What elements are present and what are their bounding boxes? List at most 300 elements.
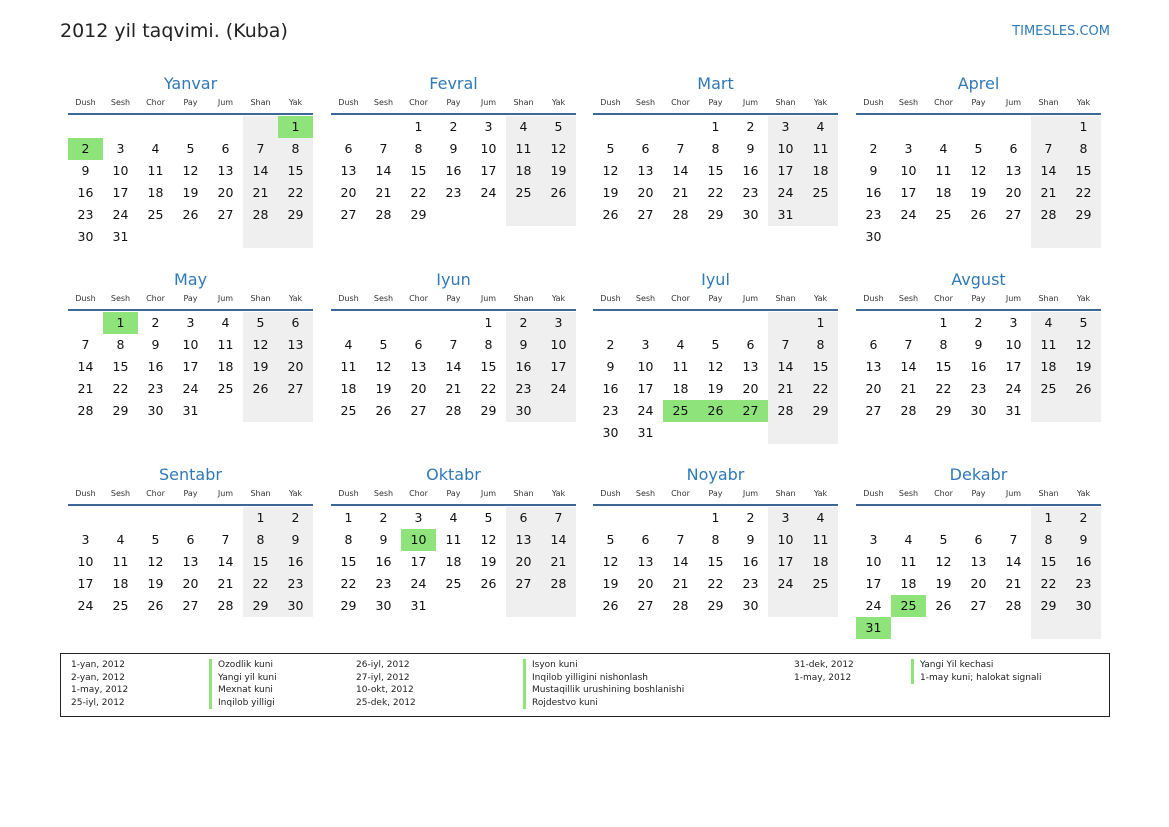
holiday-day-cell: 10 <box>401 529 436 551</box>
day-cell: 27 <box>182 598 199 613</box>
day-cell: 11 <box>112 554 129 569</box>
holiday-name: 1-may kuni; halokat signali <box>911 672 1042 685</box>
day-cell: 11 <box>672 359 689 374</box>
day-cell: 23 <box>742 185 759 200</box>
day-cell: 5 <box>541 116 576 138</box>
empty-cell <box>663 312 698 334</box>
empty-cell <box>208 226 243 248</box>
day-cell: 24 <box>112 207 129 222</box>
day-cell: 14 <box>1031 160 1066 182</box>
day-cell: 3 <box>484 119 493 134</box>
day-cell: 15 <box>480 359 497 374</box>
weekday-label: Yak <box>288 98 303 107</box>
holiday-date: 27-iyl, 2012 <box>356 672 410 683</box>
day-cell: 23 <box>742 576 759 591</box>
empty-cell <box>593 507 628 529</box>
day-cell: 9 <box>869 163 878 178</box>
empty-cell <box>138 226 173 248</box>
day-cell: 13 <box>742 359 759 374</box>
day-cell: 19 <box>480 554 497 569</box>
day-cell: 20 <box>278 356 313 378</box>
empty-cell <box>208 400 243 422</box>
holiday-name: Mustaqillik urushining boshlanishi <box>523 684 684 697</box>
day-cell: 21 <box>1005 576 1022 591</box>
day-grid <box>593 507 838 617</box>
day-cell: 22 <box>340 576 357 591</box>
empty-cell <box>891 116 926 138</box>
day-cell: 25 <box>340 403 357 418</box>
day-cell: 9 <box>1066 529 1101 551</box>
weekday-header <box>856 95 1101 111</box>
day-cell: 29 <box>410 207 427 222</box>
day-cell: 16 <box>506 356 541 378</box>
day-cell: 13 <box>217 163 234 178</box>
day-cell: 9 <box>746 532 755 547</box>
day-cell: 30 <box>147 403 164 418</box>
empty-cell <box>208 507 243 529</box>
day-cell: 11 <box>803 138 838 160</box>
day-cell: 28 <box>375 207 392 222</box>
day-cell: 7 <box>541 507 576 529</box>
weekday-label: Shan <box>1038 489 1059 498</box>
day-cell: 4 <box>904 532 913 547</box>
weekday-label: Chor <box>671 489 690 498</box>
day-cell: 8 <box>1031 529 1066 551</box>
day-cell: 15 <box>340 554 357 569</box>
day-cell: 5 <box>939 532 948 547</box>
weekday-label: Yak <box>1076 98 1091 107</box>
weekday-label: Shan <box>775 489 796 498</box>
day-cell: 21 <box>243 182 278 204</box>
day-cell: 18 <box>803 160 838 182</box>
empty-cell <box>891 507 926 529</box>
day-cell: 19 <box>970 185 987 200</box>
day-cell: 10 <box>1005 337 1022 352</box>
day-cell: 18 <box>445 554 462 569</box>
holiday-day-cell: 27 <box>733 400 768 422</box>
day-cell: 25 <box>112 598 129 613</box>
day-cell: 2 <box>606 337 615 352</box>
day-cell: 11 <box>147 163 164 178</box>
empty-cell <box>996 617 1031 639</box>
weekday-label: Shan <box>250 294 271 303</box>
weekday-label: Jum <box>1005 489 1022 498</box>
day-cell: 18 <box>112 576 129 591</box>
month-divider <box>68 113 313 115</box>
day-cell: 23 <box>278 573 313 595</box>
day-cell: 17 <box>541 356 576 378</box>
day-cell: 7 <box>379 141 388 156</box>
weekday-label: Shan <box>513 489 534 498</box>
day-cell: 18 <box>1031 356 1066 378</box>
holiday-date: 1-may, 2012 <box>71 685 129 696</box>
holiday-dates-column <box>356 659 416 709</box>
day-cell: 17 <box>768 160 803 182</box>
day-cell: 1 <box>803 312 838 334</box>
weekday-label: Pay <box>708 489 723 498</box>
weekday-label: Yak <box>288 294 303 303</box>
weekday-label: Chor <box>409 294 428 303</box>
day-cell: 26 <box>480 576 497 591</box>
day-cell: 6 <box>506 507 541 529</box>
month-divider <box>68 309 313 311</box>
day-cell: 28 <box>900 403 917 418</box>
day-cell: 19 <box>602 185 619 200</box>
weekday-label: Jum <box>217 489 234 498</box>
day-cell: 7 <box>676 141 685 156</box>
day-cell: 14 <box>375 163 392 178</box>
empty-cell <box>366 312 401 334</box>
day-cell: 13 <box>637 554 654 569</box>
empty-cell <box>996 507 1031 529</box>
holiday-date: 25-dek, 2012 <box>356 697 416 708</box>
weekday-header <box>856 486 1101 502</box>
day-cell: 19 <box>375 381 392 396</box>
weekday-label: Shan <box>1038 294 1059 303</box>
day-cell: 12 <box>707 359 724 374</box>
day-cell: 13 <box>340 163 357 178</box>
day-cell: 28 <box>1005 598 1022 613</box>
empty-cell <box>1066 226 1101 248</box>
day-grid <box>856 116 1101 248</box>
day-cell: 9 <box>746 141 755 156</box>
weekday-label: Shan <box>775 98 796 107</box>
day-cell: 21 <box>217 576 234 591</box>
holiday-date: 26-iyl, 2012 <box>356 660 410 670</box>
weekday-label: Sesh <box>110 98 131 107</box>
holiday-names-column <box>209 659 277 709</box>
day-cell: 28 <box>243 204 278 226</box>
day-cell: 31 <box>1005 403 1022 418</box>
day-cell: 1 <box>711 119 720 134</box>
day-cell: 17 <box>865 576 882 591</box>
empty-cell <box>506 595 541 617</box>
day-cell: 3 <box>768 116 803 138</box>
day-cell: 22 <box>243 573 278 595</box>
empty-cell <box>243 226 278 248</box>
empty-cell <box>401 312 436 334</box>
weekday-label: Chor <box>146 489 165 498</box>
empty-cell <box>768 312 803 334</box>
day-cell: 24 <box>637 403 654 418</box>
day-cell: 4 <box>803 507 838 529</box>
day-cell: 15 <box>278 160 313 182</box>
day-cell: 21 <box>672 185 689 200</box>
day-cell: 16 <box>375 554 392 569</box>
day-cell: 5 <box>243 312 278 334</box>
month-divider <box>593 504 838 506</box>
day-cell: 12 <box>182 163 199 178</box>
day-cell: 31 <box>112 229 129 244</box>
day-cell: 10 <box>865 554 882 569</box>
day-cell: 1 <box>711 510 720 525</box>
month-name: Avgust <box>951 270 1006 289</box>
weekday-label: Jum <box>480 294 497 303</box>
day-cell: 17 <box>768 551 803 573</box>
month-divider <box>856 113 1101 115</box>
day-cell: 24 <box>410 576 427 591</box>
day-cell: 24 <box>541 378 576 400</box>
holiday-day-cell: 1 <box>103 312 138 334</box>
weekday-label: Sesh <box>635 98 656 107</box>
month-name: Sentabr <box>159 465 222 484</box>
weekday-label: Jum <box>480 489 497 498</box>
day-cell: 19 <box>707 381 724 396</box>
day-cell: 25 <box>1031 378 1066 400</box>
weekday-label: Dush <box>338 489 359 498</box>
weekday-header <box>331 486 576 502</box>
day-cell: 30 <box>1066 595 1101 617</box>
empty-cell <box>103 507 138 529</box>
day-cell: 20 <box>410 381 427 396</box>
empty-cell <box>1031 116 1066 138</box>
weekday-label: Dush <box>75 294 96 303</box>
holiday-date: 2-yan, 2012 <box>71 672 125 683</box>
day-cell: 11 <box>340 359 357 374</box>
day-cell: 1 <box>243 507 278 529</box>
month-iyul <box>593 270 838 460</box>
day-cell: 15 <box>707 163 724 178</box>
day-cell: 25 <box>217 381 234 396</box>
holiday-name: Inqilob yilligini nishonlash <box>523 672 684 685</box>
day-grid <box>68 312 313 422</box>
empty-cell <box>803 204 838 226</box>
weekday-label: Jum <box>742 98 759 107</box>
day-cell: 6 <box>641 141 650 156</box>
day-cell: 21 <box>672 576 689 591</box>
day-cell: 11 <box>1031 334 1066 356</box>
day-cell: 30 <box>506 400 541 422</box>
empty-cell <box>628 116 663 138</box>
day-cell: 29 <box>243 595 278 617</box>
day-cell: 29 <box>278 204 313 226</box>
day-cell: 8 <box>484 337 493 352</box>
weekday-label: Pay <box>971 489 986 498</box>
day-cell: 5 <box>379 337 388 352</box>
day-cell: 17 <box>480 163 497 178</box>
day-grid <box>593 116 838 226</box>
empty-cell <box>698 422 733 444</box>
empty-cell <box>138 507 173 529</box>
holiday-legend <box>60 653 1110 717</box>
weekday-label: Shan <box>1038 98 1059 107</box>
day-cell: 29 <box>803 400 838 422</box>
day-cell: 1 <box>939 315 948 330</box>
empty-cell <box>803 595 838 617</box>
day-cell: 27 <box>637 598 654 613</box>
weekday-label: Yak <box>288 489 303 498</box>
day-cell: 2 <box>278 507 313 529</box>
day-cell: 26 <box>182 207 199 222</box>
day-cell: 14 <box>243 160 278 182</box>
day-cell: 23 <box>375 576 392 591</box>
weekday-label: Pay <box>183 489 198 498</box>
weekday-label: Chor <box>934 489 953 498</box>
weekday-label: Sesh <box>898 294 919 303</box>
weekday-label: Yak <box>813 489 828 498</box>
empty-cell <box>926 116 961 138</box>
holiday-date: 1-yan, 2012 <box>71 660 125 670</box>
day-cell: 16 <box>602 381 619 396</box>
empty-cell <box>68 507 103 529</box>
day-cell: 6 <box>1009 141 1018 156</box>
weekday-label: Dush <box>75 489 96 498</box>
empty-cell <box>891 617 926 639</box>
weekday-label: Dush <box>863 98 884 107</box>
weekday-header <box>593 291 838 307</box>
day-cell: 27 <box>340 207 357 222</box>
day-cell: 9 <box>278 529 313 551</box>
day-cell: 6 <box>974 532 983 547</box>
day-cell: 20 <box>340 185 357 200</box>
weekday-label: Jum <box>217 98 234 107</box>
empty-cell <box>471 204 506 226</box>
weekday-label: Chor <box>671 98 690 107</box>
day-cell: 20 <box>742 381 759 396</box>
day-cell: 3 <box>81 532 90 547</box>
day-cell: 20 <box>865 381 882 396</box>
day-cell: 14 <box>445 359 462 374</box>
day-cell: 25 <box>445 576 462 591</box>
day-cell: 1 <box>344 510 353 525</box>
day-cell: 11 <box>935 163 952 178</box>
weekday-label: Pay <box>971 98 986 107</box>
day-cell: 29 <box>1031 595 1066 617</box>
day-cell: 27 <box>970 598 987 613</box>
day-cell: 29 <box>480 403 497 418</box>
day-cell: 31 <box>768 204 803 226</box>
day-cell: 4 <box>1031 312 1066 334</box>
day-cell: 13 <box>637 163 654 178</box>
day-cell: 15 <box>1066 160 1101 182</box>
day-cell: 16 <box>1066 551 1101 573</box>
day-cell: 10 <box>768 138 803 160</box>
weekday-label: Sesh <box>635 489 656 498</box>
empty-cell <box>173 116 208 138</box>
empty-cell <box>436 595 471 617</box>
day-cell: 15 <box>1031 551 1066 573</box>
day-cell: 30 <box>77 229 94 244</box>
day-cell: 8 <box>1066 138 1101 160</box>
weekday-label: Chor <box>409 489 428 498</box>
day-cell: 7 <box>449 337 458 352</box>
empty-cell <box>926 617 961 639</box>
day-cell: 23 <box>147 381 164 396</box>
day-grid <box>856 312 1101 422</box>
holiday-date: 31-dek, 2012 <box>794 660 854 670</box>
day-cell: 30 <box>742 207 759 222</box>
day-cell: 24 <box>182 381 199 396</box>
day-cell: 30 <box>865 229 882 244</box>
holiday-dates-column <box>71 659 128 709</box>
holiday-date: 10-okt, 2012 <box>356 685 414 696</box>
holiday-date: 25-iyl, 2012 <box>71 697 125 708</box>
month-divider <box>331 504 576 506</box>
day-cell: 29 <box>112 403 129 418</box>
day-cell: 6 <box>641 532 650 547</box>
day-cell: 17 <box>637 381 654 396</box>
day-cell: 14 <box>541 529 576 551</box>
empty-cell <box>243 116 278 138</box>
empty-cell <box>768 422 803 444</box>
weekday-label: Dush <box>338 98 359 107</box>
weekday-label: Dush <box>600 489 621 498</box>
day-cell: 9 <box>606 359 615 374</box>
day-cell: 11 <box>900 554 917 569</box>
day-cell: 6 <box>278 312 313 334</box>
day-cell: 19 <box>147 576 164 591</box>
day-cell: 30 <box>742 598 759 613</box>
day-cell: 14 <box>1005 554 1022 569</box>
weekday-label: Shan <box>775 294 796 303</box>
day-cell: 17 <box>410 554 427 569</box>
weekday-label: Jum <box>1005 294 1022 303</box>
holiday-name: Isyon kuni <box>523 659 684 672</box>
weekday-label: Shan <box>513 98 534 107</box>
weekday-label: Shan <box>250 489 271 498</box>
site-link[interactable]: TIMESLES.COM <box>1012 24 1110 39</box>
holiday-day-cell: 25 <box>891 595 926 617</box>
weekday-label: Jum <box>480 98 497 107</box>
day-cell: 15 <box>410 163 427 178</box>
day-cell: 12 <box>480 532 497 547</box>
weekday-label: Pay <box>708 294 723 303</box>
day-cell: 21 <box>1031 182 1066 204</box>
day-cell: 24 <box>768 573 803 595</box>
day-cell: 3 <box>641 337 650 352</box>
weekday-label: Sesh <box>373 98 394 107</box>
empty-cell <box>891 226 926 248</box>
holiday-names-column <box>911 659 1042 684</box>
day-cell: 16 <box>970 359 987 374</box>
day-cell: 25 <box>147 207 164 222</box>
empty-cell <box>961 617 996 639</box>
day-cell: 28 <box>672 598 689 613</box>
day-cell: 24 <box>865 598 882 613</box>
day-cell: 19 <box>1066 356 1101 378</box>
day-cell: 22 <box>480 381 497 396</box>
weekday-label: Sesh <box>110 294 131 303</box>
day-cell: 9 <box>81 163 90 178</box>
day-cell: 26 <box>243 378 278 400</box>
day-cell: 17 <box>900 185 917 200</box>
month-name: Aprel <box>957 74 1000 93</box>
day-cell: 3 <box>768 507 803 529</box>
month-mart <box>593 74 838 264</box>
day-cell: 2 <box>506 312 541 334</box>
day-cell: 26 <box>970 207 987 222</box>
day-cell: 2 <box>449 119 458 134</box>
weekday-label: Sesh <box>898 98 919 107</box>
holiday-day-cell: 26 <box>698 400 733 422</box>
weekday-label: Chor <box>934 294 953 303</box>
day-cell: 21 <box>445 381 462 396</box>
empty-cell <box>733 422 768 444</box>
month-may <box>68 270 313 460</box>
day-cell: 11 <box>506 138 541 160</box>
day-cell: 18 <box>803 551 838 573</box>
day-grid <box>68 507 313 617</box>
day-cell: 26 <box>1066 378 1101 400</box>
day-cell: 26 <box>935 598 952 613</box>
month-fevral <box>331 74 576 264</box>
holiday-day-cell: 25 <box>663 400 698 422</box>
day-grid <box>856 507 1101 639</box>
weekday-label: Chor <box>409 98 428 107</box>
day-cell: 8 <box>803 334 838 356</box>
day-cell: 28 <box>768 400 803 422</box>
day-cell: 15 <box>935 359 952 374</box>
